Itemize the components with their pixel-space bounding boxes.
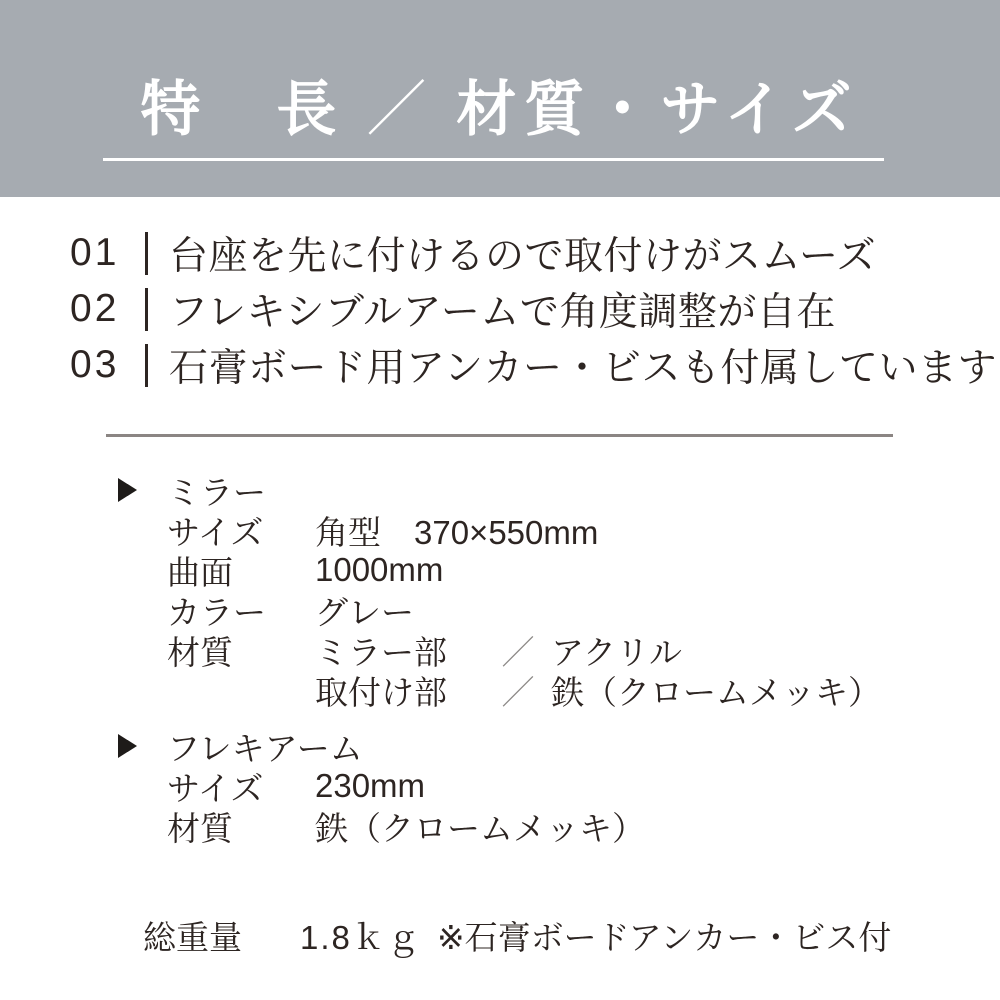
spec-label: サイズ bbox=[167, 513, 264, 551]
page-title bbox=[0, 62, 1000, 148]
total-weight-note: ※石膏ボードアンカー・ビス付 bbox=[437, 918, 892, 956]
feature-number: 01 bbox=[70, 231, 120, 274]
feature-text: 台座を先に付けるので取付けがスムーズ bbox=[169, 235, 877, 278]
spec-value: グレー bbox=[315, 593, 414, 631]
spec-group-mirror bbox=[0, 470, 1000, 710]
feature-item-1 bbox=[0, 225, 1000, 281]
spec-material-value: アクリル bbox=[551, 633, 683, 671]
spec-value: 角型 370×550mm bbox=[315, 513, 599, 551]
spec-section bbox=[0, 470, 1000, 846]
spec-group-title: ミラー bbox=[167, 473, 266, 511]
spec-value: 鉄（クロームメッキ） bbox=[315, 809, 645, 847]
spec-group-title-row bbox=[0, 726, 1000, 766]
feature-separator-bar bbox=[145, 232, 148, 275]
spec-value: 230mm bbox=[315, 767, 426, 804]
title-slash-separator: ／ bbox=[366, 76, 435, 143]
spec-row-material-2 bbox=[0, 670, 1000, 710]
feature-separator-bar bbox=[145, 288, 148, 331]
spec-row-color bbox=[0, 590, 1000, 630]
header-banner bbox=[0, 0, 1000, 197]
total-weight-label: 総重量 bbox=[143, 918, 242, 956]
banner-underline bbox=[103, 158, 884, 161]
slash-separator: ／ bbox=[501, 673, 535, 711]
title-features: 特 長 bbox=[140, 76, 345, 143]
feature-text: 石膏ボード用アンカー・ビスも付属しています bbox=[169, 347, 997, 390]
spec-value: 1000mm bbox=[315, 551, 444, 588]
spec-group-title: フレキアーム bbox=[167, 729, 363, 767]
feature-item-3 bbox=[0, 337, 1000, 393]
feature-item-2 bbox=[0, 281, 1000, 337]
feature-number: 02 bbox=[70, 287, 120, 330]
feature-number: 03 bbox=[70, 343, 120, 386]
spec-label: 材質 bbox=[167, 809, 233, 847]
spec-group-flex-arm bbox=[0, 726, 1000, 846]
spec-label: 材質 bbox=[167, 633, 233, 671]
triangle-bullet-icon bbox=[118, 734, 137, 758]
spec-label: サイズ bbox=[167, 769, 264, 807]
feature-text: フレキシブルアームで角度調整が自在 bbox=[169, 291, 836, 334]
spec-part-name: 取付け部 bbox=[315, 673, 447, 711]
spec-row-size bbox=[0, 510, 1000, 550]
spec-row-size bbox=[0, 766, 1000, 806]
spec-label: カラー bbox=[167, 593, 266, 631]
spec-row-curvature bbox=[0, 550, 1000, 590]
triangle-bullet-icon bbox=[118, 478, 137, 502]
spec-label: 曲面 bbox=[167, 553, 233, 591]
spec-part-name: ミラー部 bbox=[315, 633, 447, 671]
feature-list bbox=[0, 225, 1000, 393]
feature-separator-bar bbox=[145, 344, 148, 387]
total-weight-value: 1.8ｋｇ bbox=[300, 918, 422, 956]
section-divider-line bbox=[106, 434, 893, 437]
slash-separator: ／ bbox=[501, 633, 535, 671]
spec-row-material bbox=[0, 806, 1000, 846]
spec-group-title-row bbox=[0, 470, 1000, 510]
title-material-size: 材質・サイズ bbox=[456, 76, 860, 143]
spec-row-material-1 bbox=[0, 630, 1000, 670]
total-weight-row bbox=[0, 915, 1000, 955]
spec-material-value: 鉄（クロームメッキ） bbox=[551, 673, 881, 711]
